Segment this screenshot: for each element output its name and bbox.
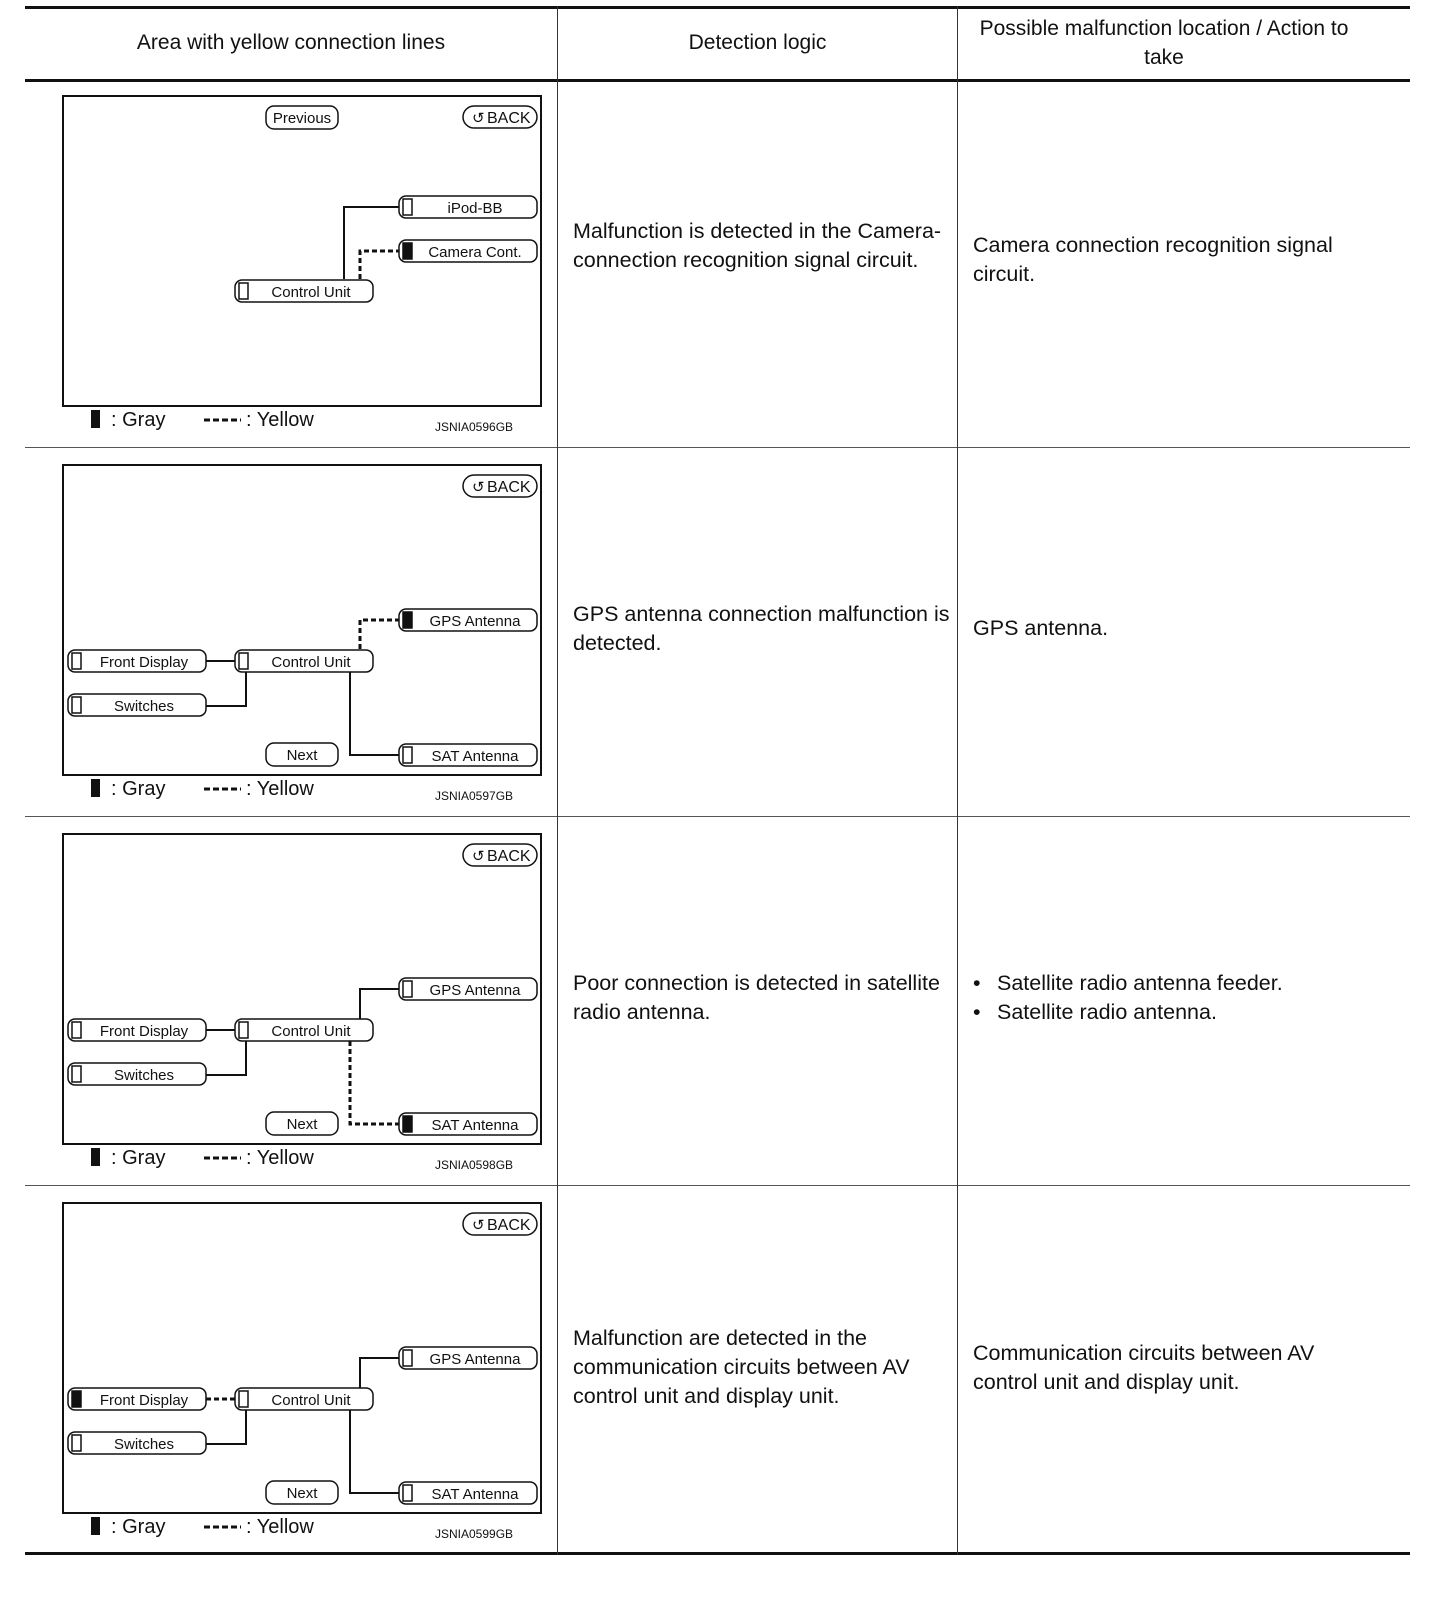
node-control-unit: Control Unit: [271, 1392, 351, 1409]
detection-text: Poor connection is detected in satellite radio antenna.: [573, 971, 940, 1024]
header-detection: Detection logic: [688, 31, 827, 54]
node-ipod: iPod-BB: [447, 200, 503, 217]
back-button: BACK: [487, 479, 531, 496]
action-list: [973, 969, 1358, 1027]
row-divider: [25, 816, 1410, 817]
action-text: Camera connection recognition signal circuit.: [973, 233, 1333, 286]
table-bottom-rule: [25, 1552, 1410, 1555]
node-switches: Switches: [113, 1436, 175, 1453]
node-sat: SAT Antenna: [431, 748, 519, 765]
node-camera: Camera Cont.: [428, 244, 522, 261]
node-control-unit: Control Unit: [271, 654, 351, 671]
legend-gray: : Gray: [111, 1147, 166, 1169]
figure-id: JSNIA0597GB: [435, 789, 514, 803]
legend-gray: : Gray: [111, 778, 166, 800]
diagnosis-table: [25, 6, 1410, 1612]
row-divider: [25, 447, 1410, 448]
node-gps: GPS Antenna: [429, 1351, 521, 1368]
back-button: BACK: [487, 848, 531, 865]
node-front-display: Front Display: [99, 654, 189, 671]
detection-text: Malfunction are detected in the communication circuits between AV control unit and display unit.: [573, 1326, 910, 1408]
action-text: Communication circuits between AV control unit and display unit.: [973, 1341, 1315, 1394]
node-switches: Switches: [113, 698, 175, 715]
node-front-display: Front Display: [99, 1392, 189, 1409]
node-sat: SAT Antenna: [431, 1117, 519, 1134]
node-control-unit: Control Unit: [271, 1023, 351, 1040]
back-icon: ↺: [472, 110, 485, 127]
detection-text: Malfunction is detected in the Camera-connection recognition signal circuit.: [573, 219, 942, 272]
figure-id: JSNIA0598GB: [435, 1158, 514, 1172]
legend-yellow: : Yellow: [246, 1516, 314, 1538]
header-action: Possible malfunction location / Action to take: [979, 16, 1349, 69]
column-divider: [957, 6, 958, 1555]
diagram-gps: [61, 463, 561, 813]
action-item: • Satellite radio antenna.: [973, 998, 1358, 1027]
legend-yellow: : Yellow: [246, 1147, 314, 1169]
figure-id: JSNIA0596GB: [435, 420, 514, 434]
detection-text: GPS antenna connection malfunction is detected.: [573, 602, 950, 655]
back-icon: ↺: [472, 479, 485, 496]
diagram-camera: [61, 94, 561, 444]
action-text: GPS antenna.: [973, 616, 1109, 640]
previous-button: Previous: [272, 110, 332, 127]
back-button: BACK: [487, 110, 531, 127]
next-button: Next: [286, 1116, 318, 1133]
node-gps: GPS Antenna: [429, 613, 521, 630]
back-icon: ↺: [472, 1217, 485, 1234]
figure-id: JSNIA0599GB: [435, 1527, 514, 1541]
legend-yellow: : Yellow: [246, 778, 314, 800]
node-sat: SAT Antenna: [431, 1486, 519, 1503]
legend-yellow: : Yellow: [246, 409, 314, 431]
back-button: BACK: [487, 1217, 531, 1234]
next-button: Next: [286, 747, 318, 764]
legend-gray: : Gray: [111, 1516, 166, 1538]
node-gps: GPS Antenna: [429, 982, 521, 999]
row-divider: [25, 1185, 1410, 1186]
next-button: Next: [286, 1485, 318, 1502]
header-bottom-rule: [25, 79, 1410, 82]
diagram-sat: [61, 832, 561, 1182]
header-area: Area with yellow connection lines: [136, 31, 446, 54]
node-switches: Switches: [113, 1067, 175, 1084]
action-item: • Satellite radio antenna feeder.: [973, 969, 1358, 998]
legend-gray: : Gray: [111, 409, 166, 431]
node-control-unit: Control Unit: [271, 284, 351, 301]
node-front-display: Front Display: [99, 1023, 189, 1040]
back-icon: ↺: [472, 848, 485, 865]
diagram-display: [61, 1201, 561, 1551]
